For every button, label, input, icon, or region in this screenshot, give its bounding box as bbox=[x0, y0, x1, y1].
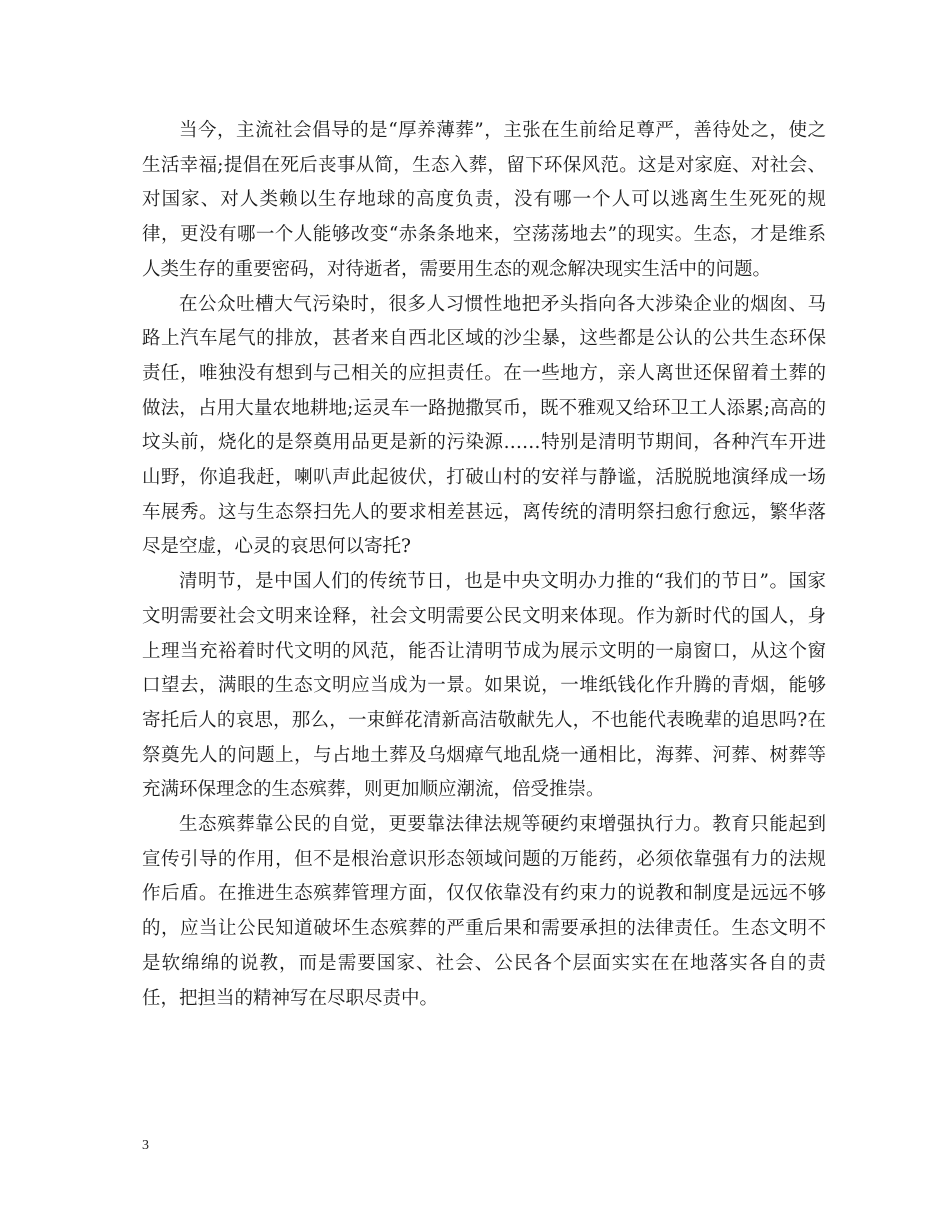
paragraph-4: 生态殡葬靠公民的自觉，更要靠法律法规等硬约束增强执行力。教育只能起到宣传引导的作用，但不是根治意识形态领域问题的万能药，必须依靠强有力的法规作后盾。在推进生态殡葬管理方面，仅仅依靠没有约束力的说教和制度是远远不够的，应当让公民知道破坏生态殡葬的严重后果和需要承担的法律责任。生态文明不是软绵绵的说教，而是需要国家、社会、公民各个层面实实在在地落实各自的责任，把担当的精神写在尽职尽责中。 bbox=[142, 814, 826, 1009]
page-number: 3 bbox=[142, 1138, 149, 1153]
document-body bbox=[142, 114, 826, 1016]
paragraph-3: 清明节，是中国人们的传统节日，也是中央文明办力推的“我们的节日”。国家文明需要社会文明来诠释，社会文明需要公民文明来体现。作为新时代的国人，身上理当充裕着时代文明的风范，能否让清明节成为展示文明的一扇窗口，从这个窗口望去，满眼的生态文明应当成为一景。如果说，一堆纸钱化作升腾的青烟，能够寄托后人的哀思，那么，一束鲜花清新高洁敬献先人，不也能代表晚辈的追思吗?在祭奠先人的问题上，与占地土葬及乌烟瘴气地乱烧一通相比，海葬、河葬、树葬等充满环保理念的生态殡葬，则更加顺应潮流，倍受推崇。 bbox=[142, 571, 826, 801]
paragraph-2: 在公众吐槽大气污染时，很多人习惯性地把矛头指向各大涉染企业的烟囱、马路上汽车尾气的排放，甚者来自西北区域的沙尘暴，这些都是公认的公共生态环保责任，唯独没有想到与己相关的应担责任。在一些地方，亲人离世还保留着土葬的做法，占用大量农地耕地;运灵车一路抛撒冥币，既不雅观又给环卫工人添累;高高的坟头前，烧化的是祭奠用品更是新的污染源……特别是清明节期间，各种汽车开进山野，你追我赶，喇叭声此起彼伏，打破山村的安祥与静谧，活脱脱地演绎成一场车展秀。这与生态祭扫先人的要求相差甚远，离传统的清明祭扫愈行愈远，繁华落尽是空虚，心灵的哀思何以寄托? bbox=[142, 293, 826, 558]
paragraph-1: 当今，主流社会倡导的是“厚养薄葬”，主张在生前给足尊严，善待处之，使之生活幸福;提倡在死后丧事从简，生态入葬，留下环保风范。这是对家庭、对社会、对国家、对人类赖以生存地球的高度负责，没有哪一个人可以逃离生生死死的规律，更没有哪一个人能够改变“赤条条地来，空荡荡地去”的现实。生态，才是维系人类生存的重要密码，对待逝者，需要用生态的观念解决现实生活中的问题。 bbox=[142, 120, 826, 280]
